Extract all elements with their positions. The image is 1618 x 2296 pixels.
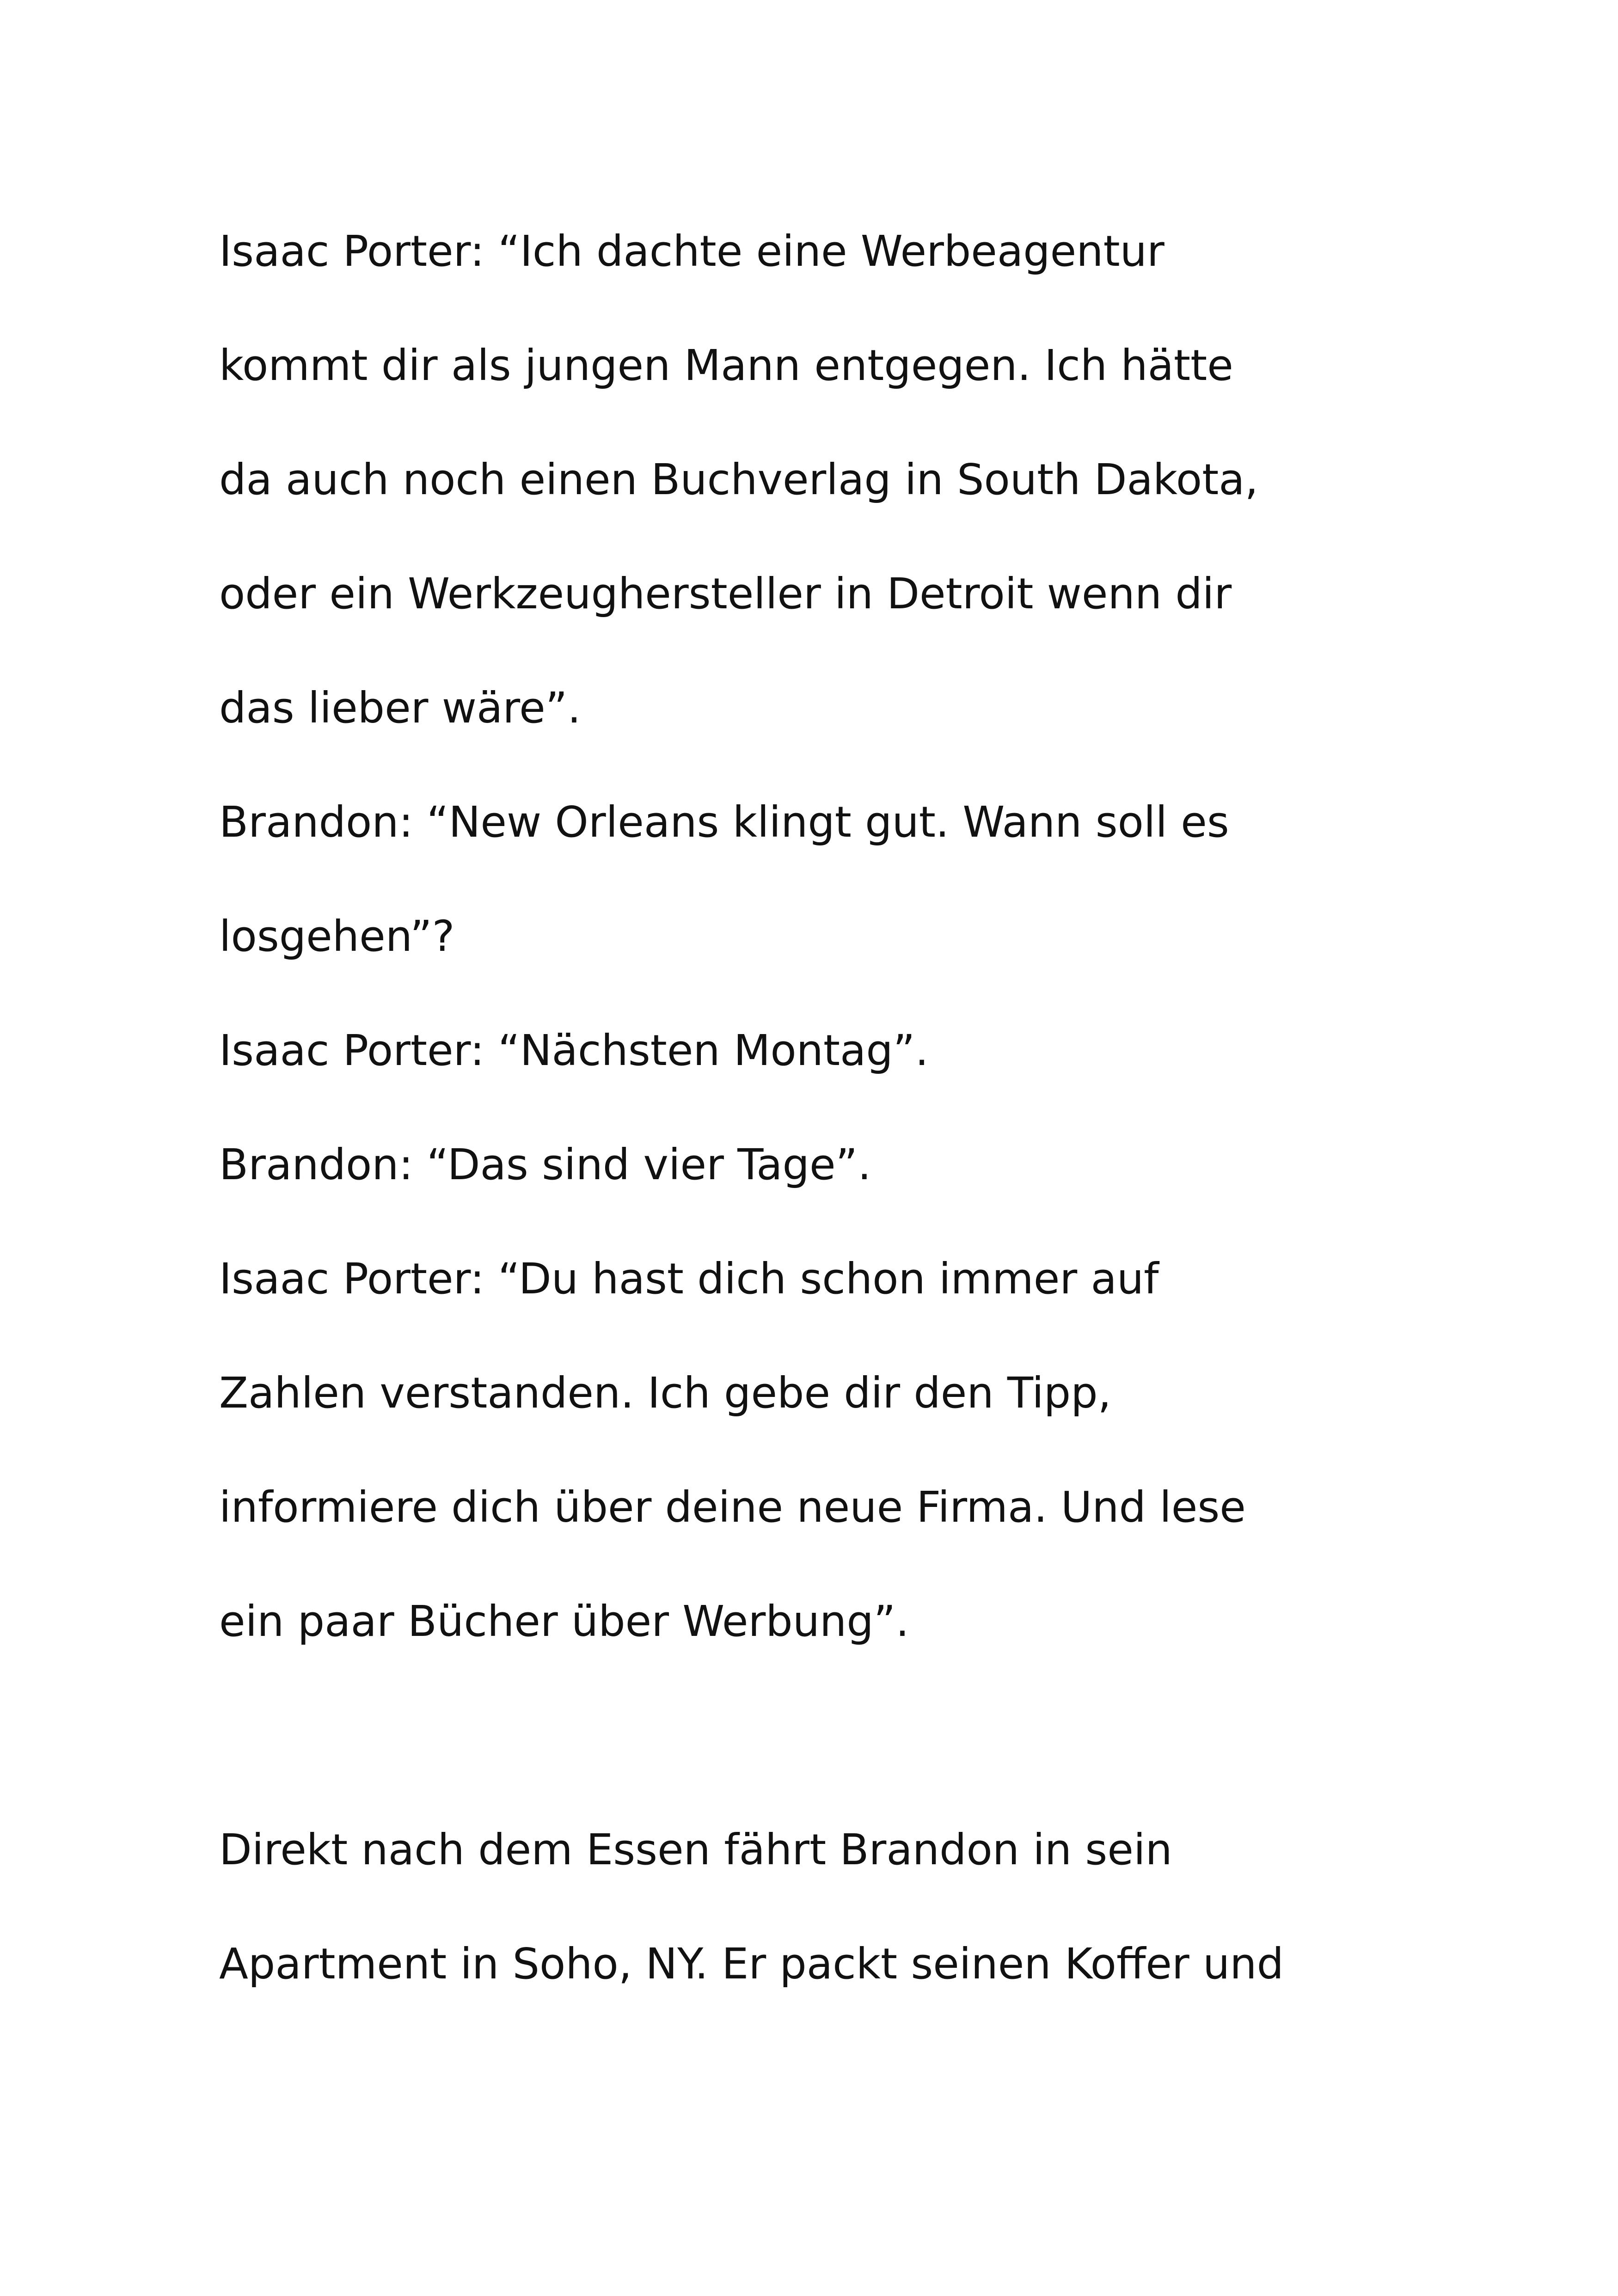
text-line: oder ein Werkzeughersteller in Detroit wenn dir — [219, 569, 1232, 618]
text-line: Brandon: “Das sind vier Tage”. — [219, 1140, 871, 1189]
text-line: informiere dich über deine neue Firma. Und lese — [219, 1482, 1246, 1532]
text-line: kommt dir als jungen Mann entgegen. Ich hätte — [219, 341, 1233, 390]
text-line: Apartment in Soho, NY. Er packt seinen Koffer und — [219, 1939, 1284, 1989]
text-line: losgehen”? — [219, 912, 455, 961]
text-line: Direkt nach dem Essen fährt Brandon in sein — [219, 1825, 1172, 1874]
text-line: da auch noch einen Buchverlag in South Dakota, — [219, 455, 1258, 504]
text-line: Isaac Porter: “Nächsten Montag”. — [219, 1026, 929, 1075]
text-line: Isaac Porter: “Ich dachte eine Werbeagentur — [219, 227, 1164, 276]
text-line: das lieber wäre”. — [219, 683, 581, 733]
text-line: Brandon: “New Orleans klingt gut. Wann soll es — [219, 797, 1229, 847]
text-line: ein paar Bücher über Werbung”. — [219, 1597, 909, 1646]
text-line: Zahlen verstanden. Ich gebe dir den Tipp, — [219, 1368, 1111, 1418]
text-line: Isaac Porter: “Du hast dich schon immer auf — [219, 1254, 1159, 1304]
